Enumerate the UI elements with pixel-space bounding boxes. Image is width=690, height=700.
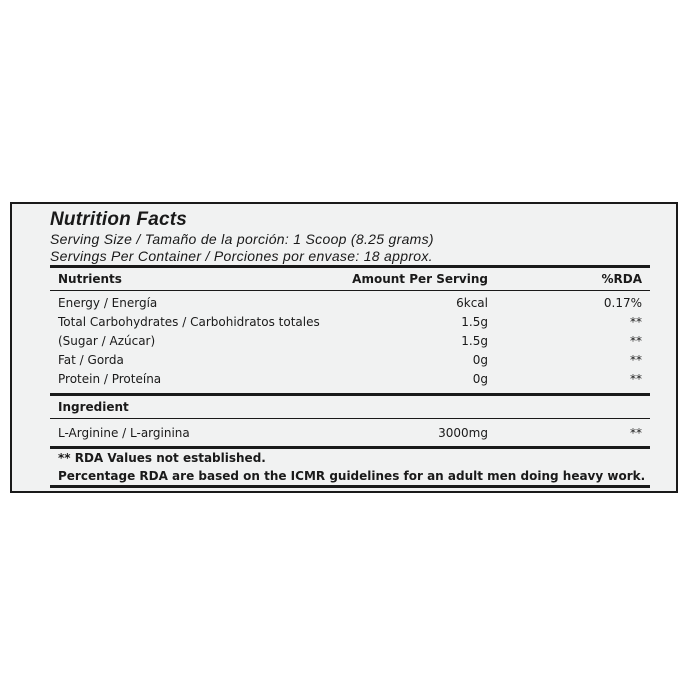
ingredient-name: L-Arginine / L-arginina	[58, 426, 190, 440]
table-row	[50, 370, 650, 389]
nutrient-rda: **	[630, 334, 642, 348]
nutrient-rda: **	[630, 353, 642, 367]
nutrient-name: Energy / Energía	[58, 296, 158, 310]
header-rda: %RDA	[601, 272, 642, 286]
servings-per-container: Servings Per Container / Porciones por envase: 18 approx.	[50, 248, 433, 264]
serving-size: Serving Size / Tamaño de la porción: 1 Scoop (8.25 grams)	[50, 231, 434, 247]
ingredient-header: Ingredient	[58, 400, 129, 414]
nutrient-amount: 0g	[472, 353, 488, 367]
nutrition-facts-panel	[10, 202, 678, 493]
table-row	[50, 422, 650, 444]
nutrient-name: Fat / Gorda	[58, 353, 124, 367]
nutrient-amount: 6kcal	[456, 296, 488, 310]
divider-thick	[50, 485, 650, 488]
table-row	[50, 332, 650, 351]
nutrient-name: Protein / Proteína	[58, 372, 162, 386]
nutrition-facts-content	[50, 209, 650, 488]
nutrient-amount: 1.5g	[461, 334, 488, 348]
nutrient-rda: **	[630, 315, 642, 329]
nutrient-rda: **	[630, 372, 642, 386]
table-row	[50, 313, 650, 332]
header-amount: Amount Per Serving	[352, 272, 488, 286]
nutrient-name: (Sugar / Azúcar)	[58, 334, 156, 348]
nutrients-header-row	[50, 268, 650, 290]
icmr-note: Percentage RDA are based on the ICMR guidelines for an adult men doing heavy work.	[58, 469, 646, 483]
nutrient-name: Total Carbohydrates / Carbohidratos totales	[58, 315, 320, 329]
rda-note: ** RDA Values not established.	[58, 451, 266, 465]
nutrient-amount: 1.5g	[461, 315, 488, 329]
header-nutrients: Nutrients	[58, 272, 122, 286]
table-row	[50, 294, 650, 313]
ingredient-amount: 3000mg	[438, 426, 488, 440]
nutrient-amount: 0g	[472, 372, 488, 386]
ingredient-rda: **	[630, 426, 642, 440]
table-row	[50, 351, 650, 370]
nutrient-rda: 0.17%	[603, 296, 642, 310]
nutrition-facts-title: Nutrition Facts	[50, 209, 188, 230]
